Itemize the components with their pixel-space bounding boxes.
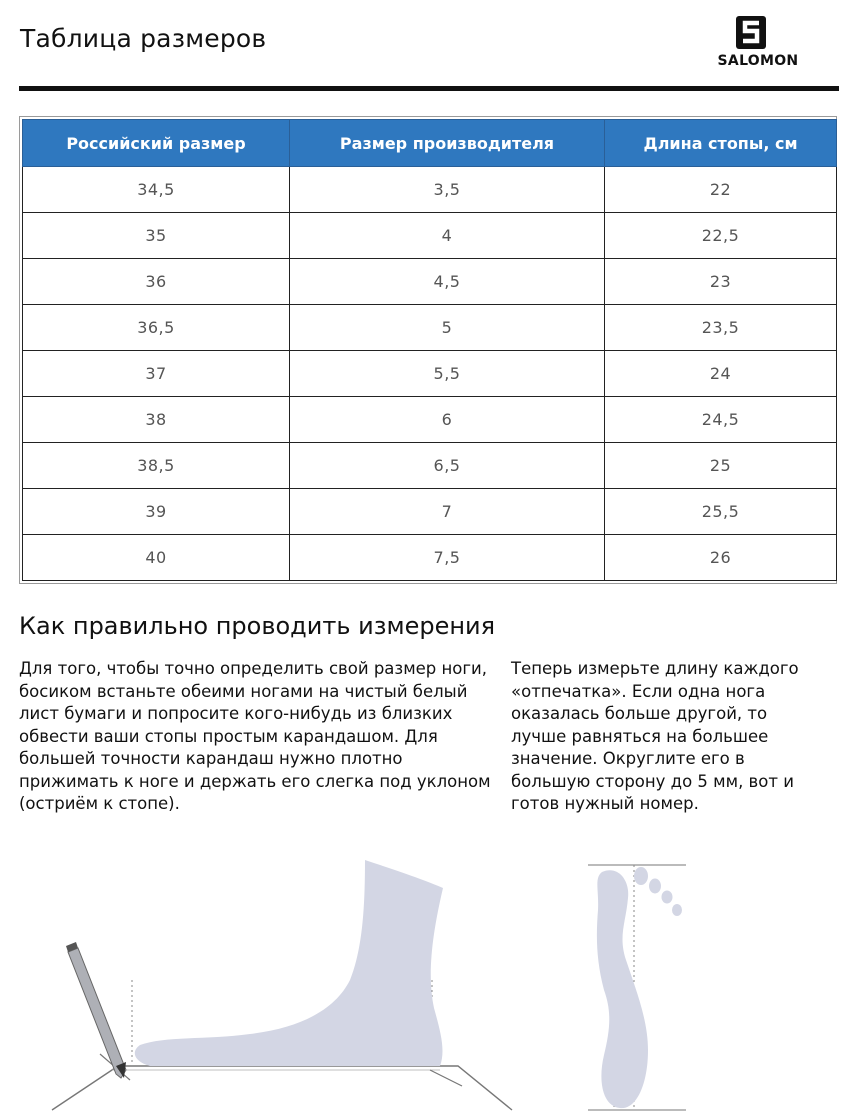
table-header-row (23, 120, 837, 167)
table-row (23, 397, 837, 443)
cell-maker-size: 4 (290, 213, 605, 259)
cell-maker-size: 7,5 (290, 535, 605, 581)
contour-line-right (430, 1070, 462, 1086)
size-table (22, 119, 837, 581)
table-row (23, 351, 837, 397)
cell-maker-size: 4,5 (290, 259, 605, 305)
table-row (23, 167, 837, 213)
cell-russian-size: 39 (23, 489, 290, 535)
cell-maker-size: 6,5 (290, 443, 605, 489)
salomon-logo-mark (736, 16, 766, 49)
measurement-illustration (0, 840, 855, 1120)
table-row (23, 535, 837, 581)
column-header-russian-size: Российский размер (23, 120, 290, 167)
cell-russian-size: 38 (23, 397, 290, 443)
table-row (23, 443, 837, 489)
cell-russian-size: 40 (23, 535, 290, 581)
cell-foot-length: 24,5 (605, 397, 837, 443)
cell-foot-length: 23,5 (605, 305, 837, 351)
header-divider (19, 86, 839, 91)
cell-foot-length: 22,5 (605, 213, 837, 259)
footprint-illustration (588, 865, 686, 1110)
column-header-foot-length: Длина стопы, см (605, 120, 837, 167)
cell-foot-length: 25,5 (605, 489, 837, 535)
cell-foot-length: 22 (605, 167, 837, 213)
cell-foot-length: 25 (605, 443, 837, 489)
cell-russian-size: 37 (23, 351, 290, 397)
cell-maker-size: 3,5 (290, 167, 605, 213)
brand-name: SALOMON (717, 53, 799, 69)
cell-russian-size: 34,5 (23, 167, 290, 213)
column-header-maker-size: Размер производителя (290, 120, 605, 167)
salomon-logo (710, 16, 806, 72)
foot-side-illustration (135, 860, 443, 1066)
table-row (23, 259, 837, 305)
instructions-right-paragraph: Теперь измерьте длину каждого «отпечатка». Если одна нога оказалась больше другой, то лучше равняться на большее значение. Округлите его в большую сторону до 5 мм, вот и готов нужный номер. (511, 659, 799, 813)
cell-maker-size: 7 (290, 489, 605, 535)
cell-foot-length: 23 (605, 259, 837, 305)
cell-maker-size: 5,5 (290, 351, 605, 397)
instructions-left-paragraph: Для того, чтобы точно определить свой размер ноги, босиком встаньте обеими ногами на чистый белый лист бумаги и попросите кого-нибудь из близких обвести ваши стопы простым карандашом. Для большей точности карандаш нужно плотно прижимать к ноге и держать его слегка под уклоном (остриём к стопе). (19, 659, 491, 813)
table-row (23, 305, 837, 351)
page-title: Таблица размеров (20, 24, 267, 53)
pencil-icon (66, 942, 126, 1078)
cell-russian-size: 38,5 (23, 443, 290, 489)
cell-maker-size: 6 (290, 397, 605, 443)
cell-foot-length: 26 (605, 535, 837, 581)
cell-russian-size: 36 (23, 259, 290, 305)
cell-russian-size: 35 (23, 213, 290, 259)
cell-russian-size: 36,5 (23, 305, 290, 351)
cell-foot-length: 24 (605, 351, 837, 397)
cell-maker-size: 5 (290, 305, 605, 351)
section-heading: Как правильно проводить измерения (19, 612, 496, 640)
table-row (23, 489, 837, 535)
table-row (23, 213, 837, 259)
